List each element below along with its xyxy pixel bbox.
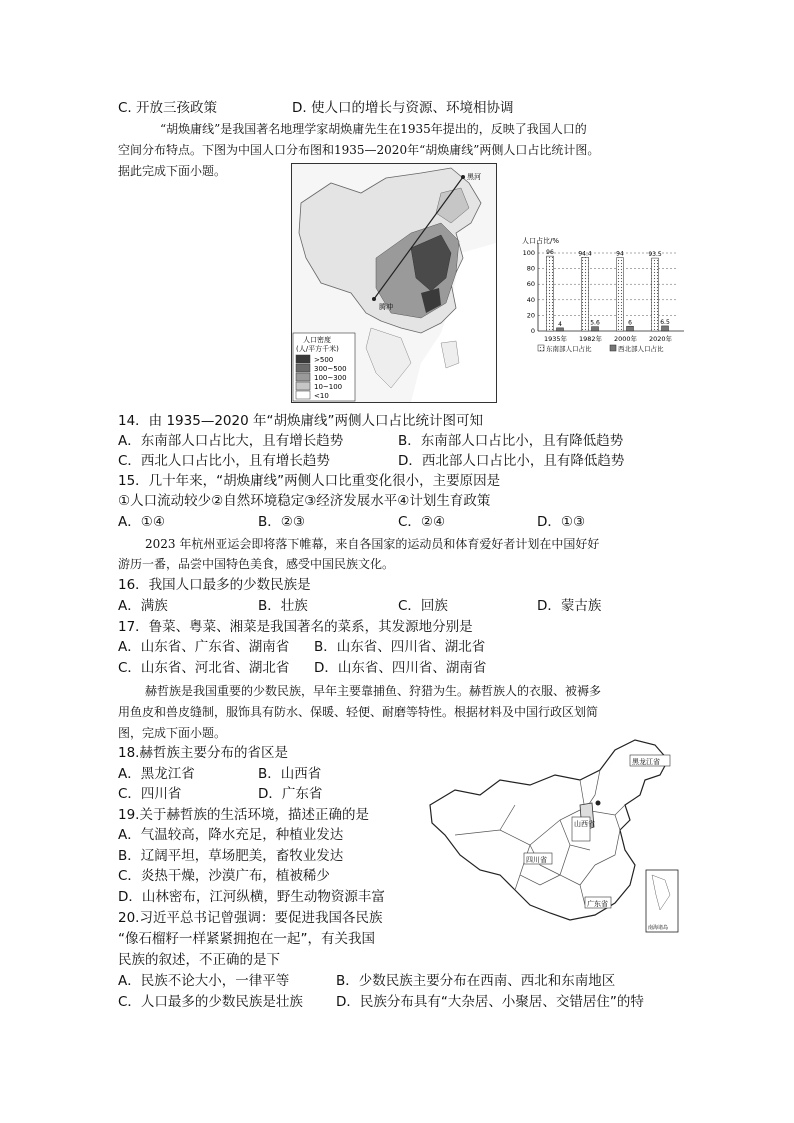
sichuan-label: 四川省 bbox=[526, 856, 547, 864]
bar-label-northwest: 5.6 bbox=[590, 319, 600, 327]
q14-option-b[interactable]: B．东南部人口占比小，且有降低趋势 bbox=[398, 433, 624, 449]
q16-option-b[interactable]: B．壮族 bbox=[258, 598, 308, 614]
legend-item: 10~100 bbox=[314, 383, 343, 391]
y-tick-label: 60 bbox=[526, 280, 535, 289]
tengchong-label: 腾冲 bbox=[379, 303, 393, 311]
legend-item: 300~500 bbox=[314, 365, 347, 373]
q17-option-b[interactable]: B．山东省、四川省、湖北省 bbox=[314, 639, 486, 655]
bar-label-southeast: 96 bbox=[546, 249, 554, 257]
bar-label-southeast: 94.4 bbox=[578, 250, 592, 258]
q17-option-d[interactable]: D．山东省、四川省、湖南省 bbox=[314, 660, 487, 676]
q15-items: ①人口流动较少②自然环境稳定③经济发展水平④计划生育政策 bbox=[118, 493, 491, 509]
q17-option-a[interactable]: A．山东省、广东省、湖南省 bbox=[118, 639, 290, 655]
q18-option-a[interactable]: A．黑龙江省 bbox=[118, 766, 195, 782]
q18-option-d[interactable]: D．广东省 bbox=[258, 786, 323, 802]
q15-stem: 15．几十年来，“胡焕庸线”两侧人口比重变化很小，主要原因是 bbox=[118, 473, 501, 489]
q18-option-c[interactable]: C．四川省 bbox=[118, 786, 182, 802]
q14-option-c[interactable]: C．西北人口占比小，且有增长趋势 bbox=[118, 453, 330, 469]
q14-option-a[interactable]: A．东南部人口占比大，且有增长趋势 bbox=[118, 433, 344, 449]
q15-option-b[interactable]: B．②③ bbox=[258, 514, 305, 530]
intro-line: 图，完成下面小题。 bbox=[118, 726, 227, 740]
q20-option-c[interactable]: C．人口最多的少数民族是壮族 bbox=[118, 994, 303, 1010]
q14-option-d[interactable]: D．西北部人口占比小，且有降低趋势 bbox=[398, 453, 625, 469]
q15-option-d[interactable]: D．①③ bbox=[537, 514, 586, 530]
q15-option-c[interactable]: C．②④ bbox=[398, 514, 446, 530]
bar-southeast bbox=[617, 258, 624, 331]
q20-option-a[interactable]: A．民族不论大小，一律平等 bbox=[118, 973, 290, 989]
south-china-sea-inset bbox=[646, 870, 678, 932]
legend-item: <10 bbox=[314, 392, 329, 400]
bar-label-southeast: 94 bbox=[616, 250, 624, 258]
q19-option-b[interactable]: B．辽阔平坦，草场肥美，畜牧业发达 bbox=[118, 848, 344, 864]
intro-line: 用鱼皮和兽皮缝制，服饰具有防水、保暖、轻便、耐磨等特性。根据材料及中国行政区划简 bbox=[118, 705, 599, 719]
y-tick-label: 80 bbox=[526, 264, 535, 273]
q19-option-a[interactable]: A．气温较高，降水充足，种植业发达 bbox=[118, 827, 344, 843]
q19-stem: 19.关于赫哲族的生活环境，描述正确的是 bbox=[118, 807, 369, 823]
inset-label: 南海诸岛 bbox=[648, 925, 669, 931]
q20-stem: “像石榴籽一样紧紧拥抱在一起”，有关我国 bbox=[118, 931, 375, 947]
shanxi-label: 山西省 bbox=[574, 820, 595, 828]
legend-unit: (人/平方千米) bbox=[296, 345, 339, 353]
hu-line-population-chart bbox=[518, 235, 690, 360]
intro-line: 游历一番，品尝中国特色美食，感受中国民族文化。 bbox=[118, 557, 395, 571]
q16-option-d[interactable]: D．蒙古族 bbox=[537, 598, 602, 614]
q14-stem: 14．由 1935—2020 年“胡焕庸线”两侧人口占比统计图可知 bbox=[118, 413, 483, 429]
legend-label-southeast: 东南部人口占比 bbox=[546, 345, 592, 353]
legend-title: 人口密度 bbox=[303, 336, 331, 344]
heihe-label: 黑河 bbox=[467, 173, 481, 181]
q19-option-d[interactable]: D．山林密布，江河纵横，野生动物资源丰富 bbox=[118, 889, 385, 905]
y-tick-label: 100 bbox=[522, 249, 535, 257]
bar-northwest bbox=[662, 326, 669, 331]
bar-southeast bbox=[547, 256, 554, 331]
bar-southeast bbox=[652, 258, 659, 331]
chart-ylabel: 人口占比/% bbox=[522, 237, 560, 245]
option-c-prev: C. 开放三孩政策 bbox=[118, 100, 218, 116]
q17-stem: 17．鲁菜、粤菜、湘菜是我国著名的菜系，其发源地分别是 bbox=[118, 619, 473, 635]
guangdong-label: 广东省 bbox=[587, 900, 608, 908]
legend-item: 100~300 bbox=[314, 374, 347, 382]
q20-option-b[interactable]: B．少数民族主要分布在西南、西北和东南地区 bbox=[336, 973, 616, 989]
bar-northwest bbox=[627, 326, 634, 331]
china-border bbox=[430, 740, 668, 920]
y-tick-label: 0 bbox=[530, 327, 535, 335]
q17-option-c[interactable]: C．山东省、河北省、湖北省 bbox=[118, 660, 290, 676]
intro-line: “胡焕庸线”是我国著名地理学家胡焕庸先生在1935年提出的，反映了我国人口的 bbox=[160, 122, 587, 136]
bar-northwest bbox=[592, 327, 599, 331]
x-tick-label: 1982年 bbox=[578, 335, 603, 343]
y-tick-label: 20 bbox=[526, 311, 535, 320]
intro-line: 赫哲族是我国重要的少数民族，早年主要靠捕鱼、狩猎为生。赫哲族人的衣服、被褥多 bbox=[145, 684, 602, 698]
bar-label-northwest: 4 bbox=[558, 320, 562, 328]
legend-label-northwest: 西北部人口占比 bbox=[618, 345, 664, 353]
x-tick-label: 2020年 bbox=[648, 335, 673, 343]
legend-swatches bbox=[296, 355, 310, 399]
beijing-icon bbox=[596, 801, 601, 806]
y-tick-label: 40 bbox=[526, 295, 535, 304]
legend-swatch-northwest bbox=[610, 345, 616, 351]
intro-line: 2023 年杭州亚运会即将落下帷幕，来自各国家的运动员和体育爱好者计划在中国好好 bbox=[145, 537, 600, 551]
q16-option-c[interactable]: C．回族 bbox=[398, 598, 448, 614]
china-admin-map bbox=[420, 735, 682, 935]
q18-option-b[interactable]: B．山西省 bbox=[258, 766, 322, 782]
q20-option-d[interactable]: D．民族分布具有“大杂居、小聚居、交错居住”的特 bbox=[336, 994, 644, 1010]
q19-option-c[interactable]: C．炎热干燥，沙漠广布，植被稀少 bbox=[118, 868, 330, 884]
intro-line: 空间分布特点。下图为中国人口分布图和1935—2020年“胡焕庸线”两侧人口占比统计图。 bbox=[118, 143, 600, 157]
q20-stem: 民族的叙述，不正确的是下 bbox=[118, 952, 280, 968]
bar-northwest bbox=[557, 328, 564, 331]
x-tick-label: 1935年 bbox=[543, 335, 568, 343]
bar-label-northwest: 6 bbox=[628, 319, 632, 327]
heilongjiang-label: 黑龙江省 bbox=[632, 758, 660, 766]
q16-stem: 16．我国人口最多的少数民族是 bbox=[118, 577, 311, 593]
bar-southeast bbox=[582, 257, 589, 331]
bar-label-southeast: 93.5 bbox=[648, 251, 662, 259]
intro-line: 据此完成下面小题。 bbox=[118, 164, 227, 178]
q18-stem: 18.赫哲族主要分布的省区是 bbox=[118, 745, 288, 761]
q16-option-a[interactable]: A．满族 bbox=[118, 598, 168, 614]
legend-item: >500 bbox=[314, 356, 334, 364]
q20-stem: 20.习近平总书记曾强调：要促进我国各民族 bbox=[118, 910, 383, 926]
option-d-prev: D. 使人口的增长与资源、环境相协调 bbox=[292, 100, 514, 116]
x-tick-label: 2000年 bbox=[613, 335, 638, 343]
q15-option-a[interactable]: A．①④ bbox=[118, 514, 165, 530]
population-density-map bbox=[291, 163, 497, 403]
bar-label-northwest: 6.5 bbox=[660, 318, 670, 326]
legend-swatch-southeast bbox=[538, 345, 544, 351]
